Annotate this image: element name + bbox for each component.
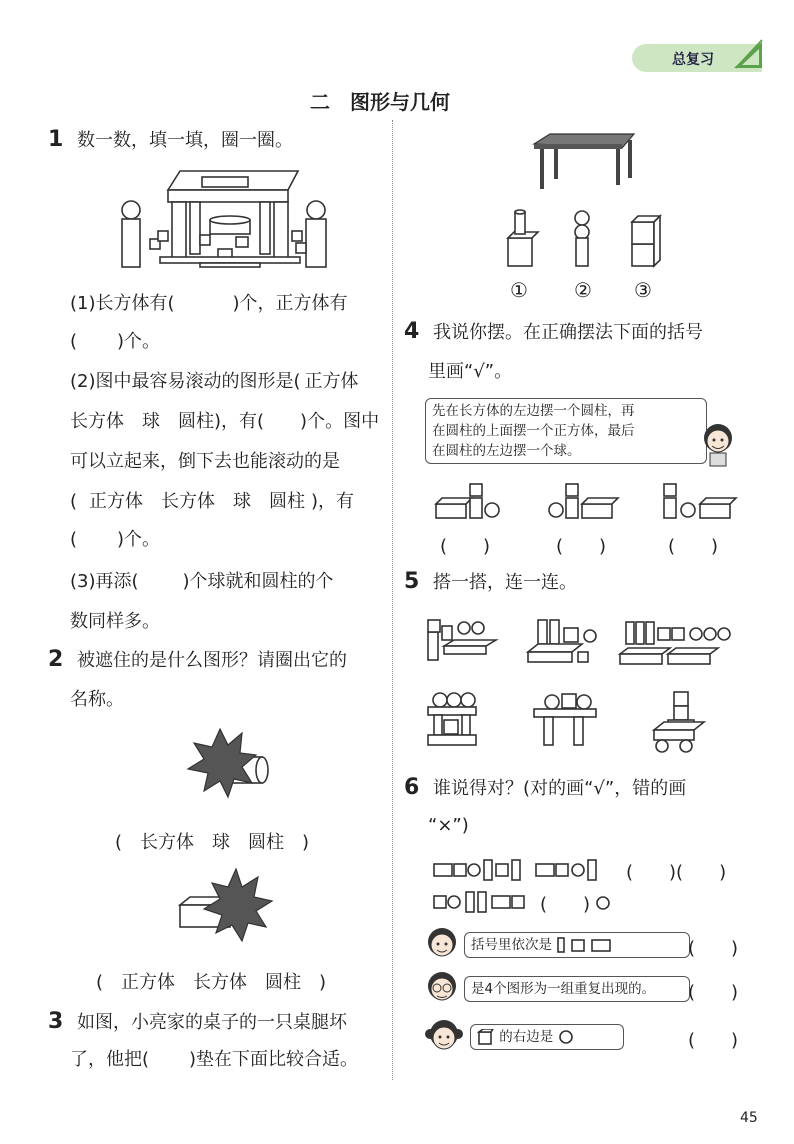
q3-line2 xyxy=(70,1040,358,1080)
q1-part2-line1 xyxy=(70,362,359,402)
q1-part2-line2 xyxy=(70,402,379,442)
q1-text: )个，正方体有 xyxy=(232,293,348,314)
q3-label-3[interactable]: ③ xyxy=(634,278,652,302)
q2-number: 2 xyxy=(48,647,64,672)
q4-answer-2[interactable]: ( ) xyxy=(556,536,607,557)
q4-answer-3[interactable]: ( ) xyxy=(668,536,719,557)
q1-part3-line1 xyxy=(70,562,334,602)
q6-statement-2: 是4个图形为一组重复出现的。 xyxy=(464,976,690,1002)
q1-text: 可以立起来，倒下去也能滚动的是 xyxy=(70,451,340,472)
pigtail-girl-avatar-icon xyxy=(424,1016,464,1058)
shape-sequence-icon xyxy=(556,937,632,953)
q5-number: 5 xyxy=(404,569,420,594)
q3-text: )垫在下面比较合适。 xyxy=(189,1049,359,1070)
q6-line1: 谁说得对？(对的画“√”，错的画 xyxy=(433,778,687,799)
girl-avatar-icon xyxy=(698,420,738,468)
q6-answer-1[interactable]: ( ) xyxy=(688,938,739,959)
q6-line2: “×”) xyxy=(428,815,469,836)
q1-building-figure xyxy=(110,165,340,275)
page-number: 45 xyxy=(740,1110,758,1126)
q6-answer-3[interactable]: ( ) xyxy=(688,1030,739,1051)
q6-prompt xyxy=(404,768,686,809)
q1-text: )，有 xyxy=(311,491,355,512)
q6-statement-1-text: 括号里依次是 xyxy=(471,937,552,953)
q1-part2-line5 xyxy=(70,520,160,560)
q3-number: 3 xyxy=(48,1009,64,1034)
ball-icon xyxy=(596,896,610,910)
q1-text: 正方体 xyxy=(304,371,359,392)
q5-piece-groups[interactable] xyxy=(424,612,744,668)
q4-prompt xyxy=(404,312,703,353)
q5-prompt xyxy=(404,562,577,603)
q2-hidden-shape-1 xyxy=(180,725,280,805)
page-title: 二 图形与几何 xyxy=(310,90,450,114)
q6-pattern-row1 xyxy=(432,856,632,884)
header-tag xyxy=(632,44,762,72)
q4-bubble-line: 在圆柱的上面摆一个正方体，最后 xyxy=(432,423,635,439)
q2-prompt-text: 被遮住的是什么图形？请圈出它的 xyxy=(77,650,348,671)
q3-line1: 如图，小亮家的桌子的一只桌腿坏 xyxy=(77,1012,348,1033)
q1-part2-line3 xyxy=(70,442,340,482)
q6-answer-2[interactable]: ( ) xyxy=(688,982,739,1003)
boy-avatar-icon xyxy=(424,924,460,964)
q4-bubble-line: 先在长方体的左边摆一个圆柱，再 xyxy=(432,403,635,419)
q1-part3-line2 xyxy=(70,602,160,642)
q1-prompt-text: 数一数，填一填，圈一圈。 xyxy=(77,130,294,151)
ball-icon xyxy=(558,1029,574,1045)
header-tag-label: 总复习 xyxy=(672,52,714,68)
q4-speech-bubble xyxy=(425,398,707,464)
q1-text: )，有( xyxy=(214,411,265,432)
q6-statement-1 xyxy=(464,932,690,958)
q1-text: )个。图中 xyxy=(300,411,380,432)
q1-text: )个。 xyxy=(117,529,161,550)
q1-text: (1)长方体有( xyxy=(70,293,175,314)
q3-text: 了，他把( xyxy=(70,1049,150,1070)
q1-part1-line2 xyxy=(70,322,160,362)
q1-text: (3)再添( xyxy=(70,571,139,592)
q6-statement-3 xyxy=(470,1024,624,1050)
q1-text: 正方体 长方体 球 圆柱 xyxy=(89,491,306,512)
q4-line2: 里画“√”。 xyxy=(428,361,513,382)
q2-hidden-shape-2 xyxy=(176,865,276,945)
q4-arrangements xyxy=(432,478,742,524)
q1-number: 1 xyxy=(48,127,64,152)
q5-built-figures[interactable] xyxy=(424,690,744,756)
q2-prompt xyxy=(48,640,347,681)
q1-text: 长方体 球 圆柱 xyxy=(70,411,214,432)
q2-prompt-line2: 名称。 xyxy=(70,689,124,710)
q2-options-1[interactable]: ( 长方体 球 圆柱 ) xyxy=(115,832,310,853)
q4-number: 4 xyxy=(404,319,420,344)
q6-statement-3-text: 的右边是 xyxy=(499,1029,554,1045)
q1-text: ( xyxy=(70,529,78,550)
q3-prompt xyxy=(48,1002,347,1043)
q1-part2-line4 xyxy=(70,482,354,522)
q3-label-1[interactable]: ① xyxy=(510,278,528,302)
glasses-boy-avatar-icon xyxy=(424,968,460,1008)
q4-line1: 我说你摆。在正确摆法下面的括号 xyxy=(433,322,704,343)
q6-number: 6 xyxy=(404,775,420,800)
q1-part1-line1 xyxy=(70,284,348,324)
q1-prompt xyxy=(48,120,293,161)
q3-option-shapes xyxy=(500,208,670,270)
q3-label-2[interactable]: ② xyxy=(574,278,592,302)
column-divider xyxy=(392,120,393,1080)
q4-bubble-line: 在圆柱的左边摆一个球。 xyxy=(432,443,581,459)
q1-text: ( xyxy=(70,491,78,512)
q4-answer-1[interactable]: ( ) xyxy=(440,536,491,557)
q3-table-figure xyxy=(530,132,640,194)
q1-text: (2)图中最容易滚动的图形是( xyxy=(70,371,301,392)
ruler-icon xyxy=(732,38,766,72)
q1-text: )个。 xyxy=(117,331,161,352)
q6-paren-row1[interactable]: ( )( ) xyxy=(626,862,727,883)
q5-prompt-text: 搭一搭，连一连。 xyxy=(433,572,578,593)
q6-pattern-row2 xyxy=(432,888,542,916)
q6-paren-row2[interactable]: ( ) xyxy=(540,894,591,915)
q2-options-2[interactable]: ( 正方体 长方体 圆柱 ) xyxy=(96,972,327,993)
cube-icon xyxy=(477,1029,495,1045)
q1-text: 数同样多。 xyxy=(70,611,160,632)
q1-text: ( xyxy=(70,331,78,352)
q1-text: )个球就和圆柱的个 xyxy=(182,571,334,592)
